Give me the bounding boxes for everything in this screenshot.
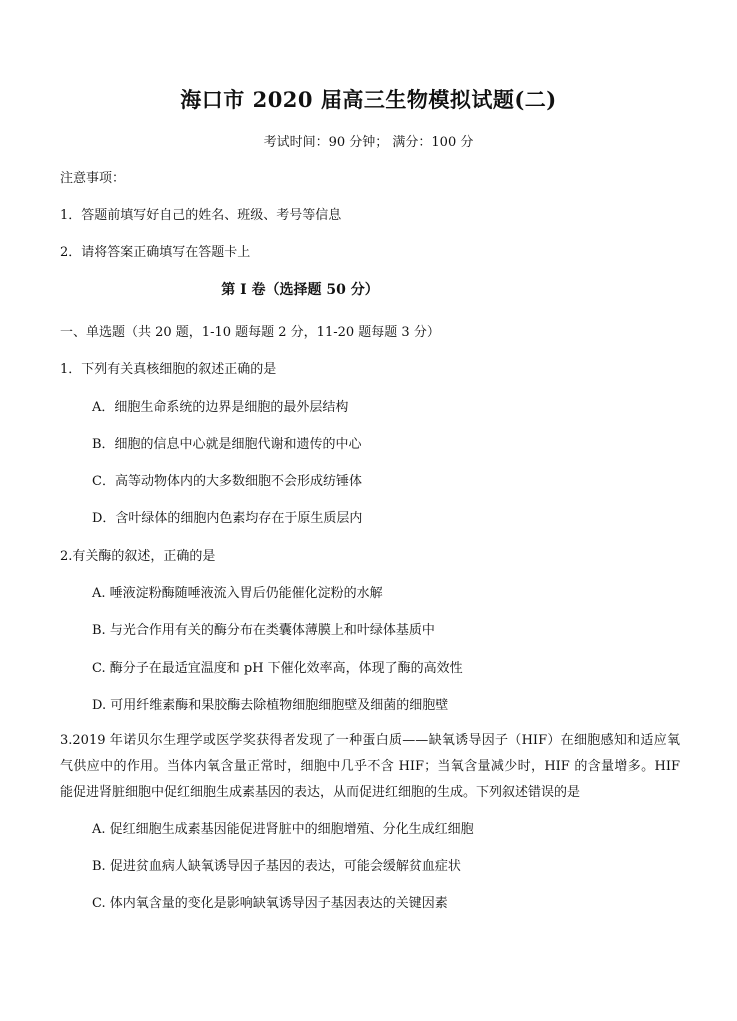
exam-title: 海口市 2020 届高三生物模拟试题(二) bbox=[180, 87, 557, 112]
section-title: 第 I 卷（选择题 50 分） bbox=[221, 282, 379, 298]
note-item-2: 2．请将答案正确填写在答题卡上 bbox=[60, 245, 251, 260]
question-1-option-d: D．含叶绿体的细胞内色素均存在于原生质层内 bbox=[92, 511, 363, 526]
question-3-option-a: A. 促红细胞生成素基因能促进肾脏中的细胞增殖、分化生成红细胞 bbox=[92, 822, 474, 837]
question-1-stem: 1．下列有关真核细胞的叙述正确的是 bbox=[60, 362, 277, 377]
note-item-1: 1．答题前填写好自己的姓名、班级、考号等信息 bbox=[60, 208, 342, 223]
notes-heading: 注意事项： bbox=[60, 171, 126, 186]
question-1-option-b: B．细胞的信息中心就是细胞代谢和遗传的中心 bbox=[92, 437, 362, 452]
question-1-option-c: C．高等动物体内的大多数细胞不会形成纺锤体 bbox=[92, 474, 362, 489]
exam-subtitle: 考试时间：90 分钟； 满分：100 分 bbox=[263, 135, 474, 150]
question-3-option-b: B. 促进贫血病人缺氧诱导因子基因的表达，可能会缓解贫血症状 bbox=[92, 859, 461, 874]
question-2-option-d: D. 可用纤维素酶和果胶酶去除植物细胞细胞壁及细菌的细胞壁 bbox=[92, 698, 449, 713]
section-instruction: 一、单选题（共 20 题，1-10 题每题 2 分，11-20 题每题 3 分） bbox=[60, 325, 440, 340]
question-2-option-a: A. 唾液淀粉酶随唾液流入胃后仍能催化淀粉的水解 bbox=[92, 586, 383, 601]
question-2-option-b: B. 与光合作用有关的酶分布在类囊体薄膜上和叶绿体基质中 bbox=[92, 623, 435, 638]
question-2-option-c: C. 酶分子在最适宜温度和 pH 下催化效率高，体现了酶的高效性 bbox=[92, 661, 463, 676]
question-3-stem: 3.2019 年诺贝尔生理学或医学奖获得者发现了一种蛋白质——缺氧诱导因子（HIF）在细胞感知和适应氧气供应中的作用。当体内氧含量正常时，细胞中几乎不含 HIF；当氧含量减少时，HIF 的含量增多。HIF 能促进肾脏细胞中促红细胞生成素基因的表达，从而促进红细胞的生成。下列叙述错误的是 bbox=[60, 733, 680, 800]
question-3-option-c: C. 体内氧含量的变化是影响缺氧诱导因子基因表达的关键因素 bbox=[92, 896, 448, 911]
question-1-option-a: A．细胞生命系统的边界是细胞的最外层结构 bbox=[92, 400, 349, 415]
question-2-stem: 2.有关酶的叙述，正确的是 bbox=[60, 549, 216, 564]
